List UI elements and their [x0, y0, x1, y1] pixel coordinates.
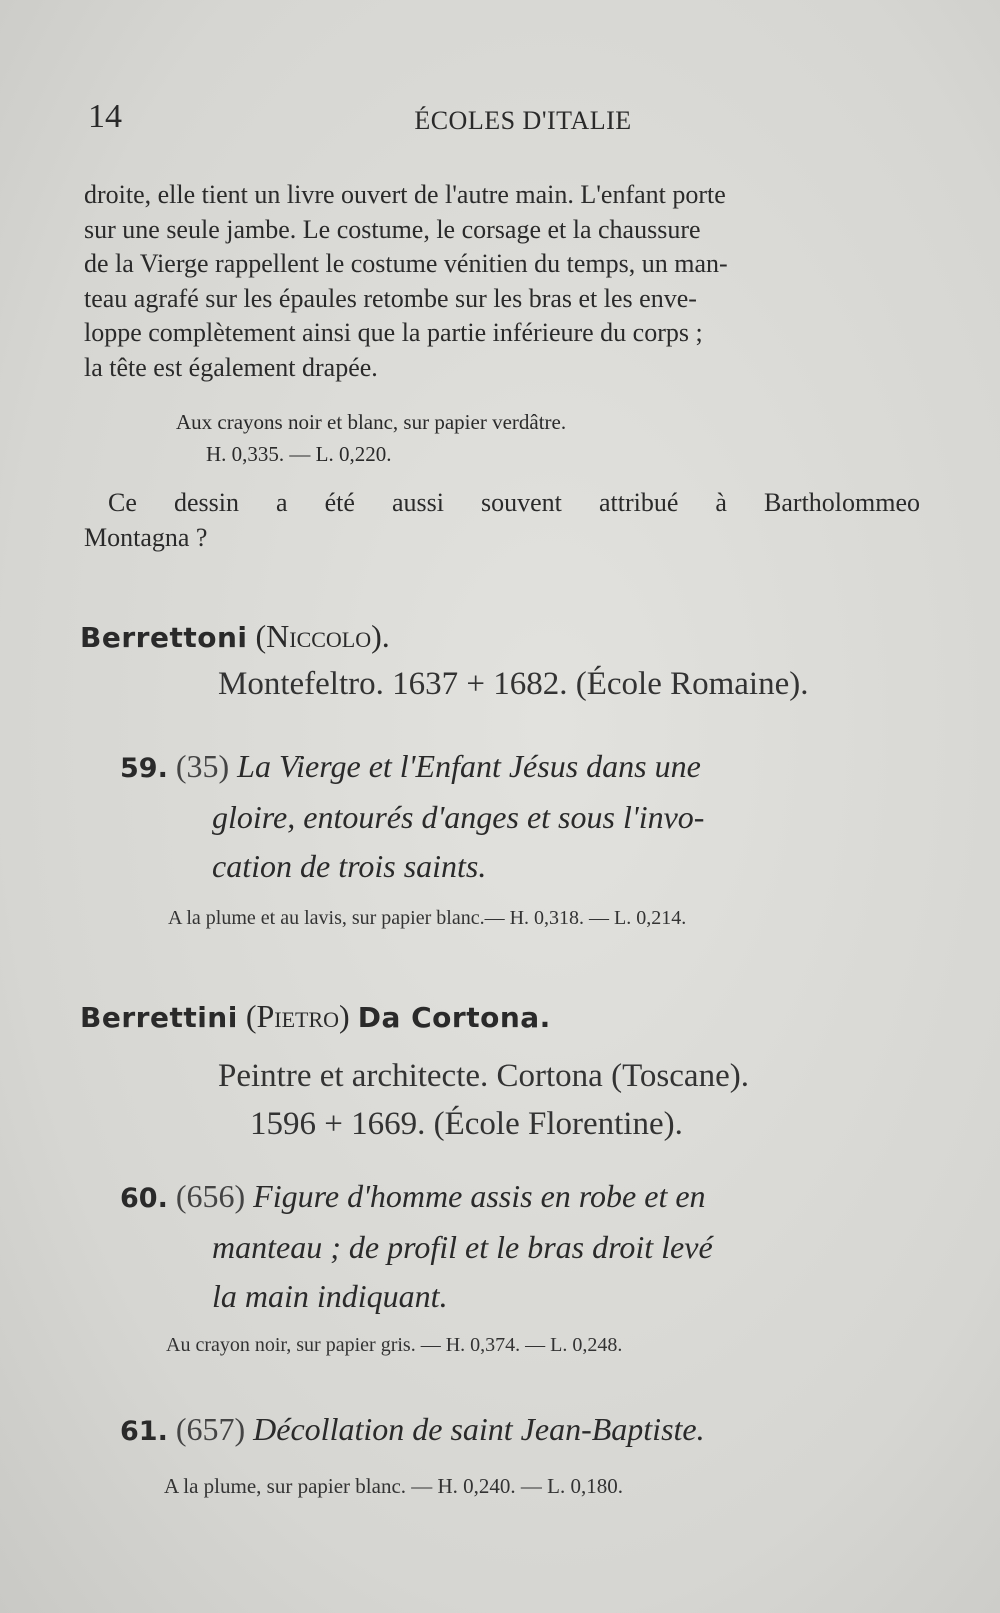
artist-bio: [218, 660, 918, 708]
intro-medium: Aux crayons noir et blanc, sur papier verdâtre.: [176, 410, 567, 434]
entry-ref: (657): [175, 1411, 246, 1447]
entry-title: la main indiquant.: [212, 1278, 448, 1314]
running-title: ÉCOLES D'ITALIE: [414, 106, 632, 135]
entry-title: Décollation de saint Jean-Baptiste.: [253, 1411, 705, 1447]
catalogue-entry: [120, 1172, 920, 1321]
text-line: teau agrafé sur les épaules retombe sur les bras et les enve-: [84, 283, 697, 313]
entry-title: cation de trois saints.: [212, 848, 487, 884]
intro-paragraph: [84, 178, 920, 385]
entry-number: 59.: [120, 753, 168, 784]
entry-title: manteau ; de profil et le bras droit levé: [212, 1229, 713, 1265]
artist-surname: Berrettoni: [80, 621, 248, 654]
catalogue-entry: [120, 742, 920, 891]
artist-given-name: (Pietro): [245, 998, 350, 1034]
artist-heading: [80, 998, 551, 1035]
page-header: [88, 98, 918, 138]
page-number: 14: [88, 98, 122, 135]
artist-heading: [80, 618, 390, 655]
entry-ref: (656): [175, 1178, 246, 1214]
text-line: loppe complètement ainsi que la partie inférieure du corps ;: [84, 318, 703, 347]
entry-number: 61.: [120, 1416, 168, 1447]
catalogue-entry: [120, 1405, 920, 1456]
attribution-note: [84, 486, 920, 555]
artist-surname: Berrettini: [80, 1001, 238, 1034]
text-line: Ce dessin a été aussi souvent attribué à Bartholommeo: [108, 488, 920, 517]
entry-title: La Vierge et l'Enfant Jésus dans une: [237, 748, 701, 784]
text-line: la tête est également drapée.: [84, 352, 378, 382]
entry-medium: Au crayon noir, sur papier gris. — H. 0,374. — L. 0,248.: [166, 1334, 623, 1356]
entry-ref: (35): [175, 748, 230, 784]
entry-title: Figure d'homme assis en robe et en: [253, 1178, 706, 1214]
intro-dimensions: H. 0,335. — L. 0,220.: [206, 442, 392, 466]
bio-line: Montefeltro. 1637 + 1682. (École Romaine).: [218, 666, 809, 702]
text-line: Montagna ?: [84, 522, 208, 552]
text-line: droite, elle tient un livre ouvert de l'autre main. L'enfant porte: [84, 180, 726, 209]
entry-title: gloire, entourés d'anges et sous l'invo-: [212, 799, 705, 835]
artist-given-name: (Niccolo).: [255, 618, 390, 654]
text-line: sur une seule jambe. Le costume, le corsage et la chaussure: [84, 214, 701, 244]
entry-medium: A la plume et au lavis, sur papier blanc.— H. 0,318. — L. 0,214.: [168, 907, 687, 929]
entry-number: 60.: [120, 1183, 168, 1214]
text-line: de la Vierge rappellent le costume vénitien du temps, un man-: [84, 249, 728, 278]
bio-line: 1596 + 1669. (École Florentine).: [250, 1106, 683, 1142]
artist-bio: [218, 1052, 918, 1148]
bio-line: Peintre et architecte. Cortona (Toscane).: [218, 1058, 749, 1094]
entry-medium: A la plume, sur papier blanc. — H. 0,240. — L. 0,180.: [164, 1474, 624, 1498]
artist-suffix: Da Cortona.: [357, 1001, 551, 1034]
